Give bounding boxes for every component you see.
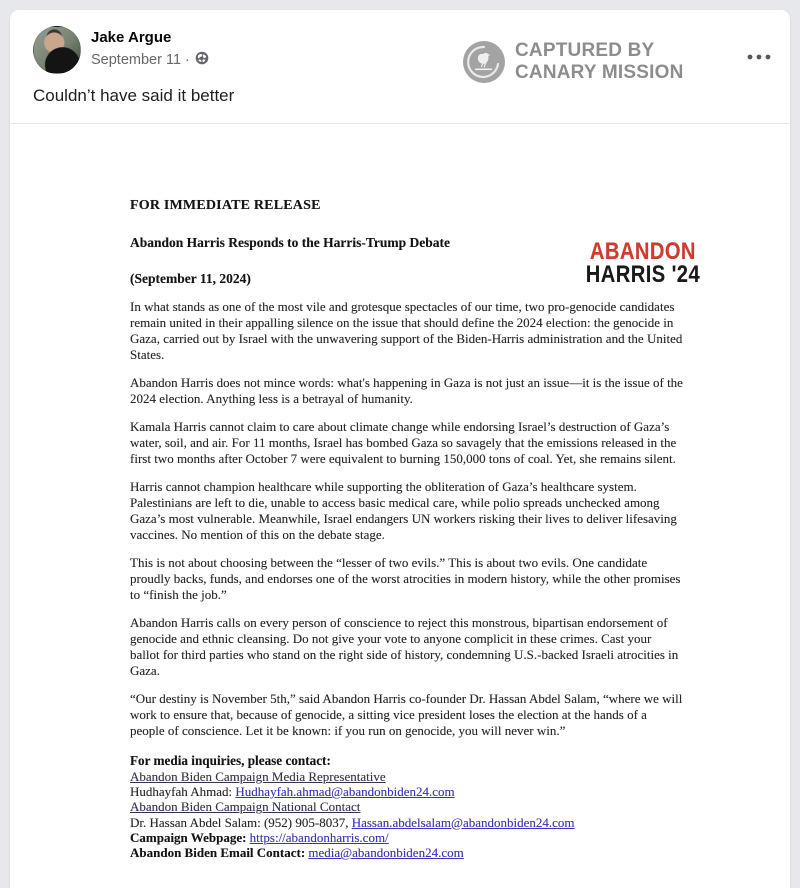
contact-line bbox=[130, 769, 684, 784]
contact-heading: For media inquiries, please contact: bbox=[130, 753, 331, 768]
canary-bird-badge-icon bbox=[462, 40, 506, 84]
paragraph: Abandon Harris calls on every person of conscience to reject this monstrous, bipartisan endorsement of genocide and ethnic cleansing. Do not give your vote to anyone complicit in these crimes. Cast your ballot for third parties who stand on the right side of history, condemning U.S.-backed Israeli atrocities in Gaza. bbox=[130, 615, 679, 678]
attachment-image[interactable] bbox=[10, 123, 790, 879]
logo-line2: HARRIS '24 bbox=[585, 261, 700, 288]
watermark-line2: CANARY MISSION bbox=[515, 62, 684, 83]
contact-email-link: Hudhayfah.ahmad@abandonbiden24.com bbox=[235, 784, 455, 800]
watermark-text bbox=[515, 40, 684, 84]
contact-label: Campaign Webpage: bbox=[130, 829, 250, 845]
contact-label: Abandon Biden Email Contact: bbox=[130, 845, 309, 861]
contact-line bbox=[130, 845, 684, 860]
contact-email-link: media@abandonbiden24.com bbox=[308, 845, 464, 861]
release-label: FOR IMMEDIATE RELEASE bbox=[130, 198, 321, 213]
paragraph: Abandon Harris does not mince words: what's happening in Gaza is not just an issue—it is the issue of the 2024 election. Anything less is a betrayal of humanity. bbox=[130, 375, 683, 406]
paragraph: “Our destiny is November 5th,” said Abandon Harris co-founder Dr. Hassan Abdel Salam, “where we will work to ensure that, because of genocide, a sitting vice president loses the election at the hands of a people of conscience. Let it be known: if you run on genocide, you will never win.” bbox=[130, 691, 683, 738]
contact-webpage-link: https://abandonharris.com/ bbox=[249, 829, 389, 845]
watermark-line1: CAPTURED BY bbox=[515, 40, 655, 61]
avatar[interactable] bbox=[33, 26, 81, 74]
press-release-document bbox=[10, 124, 790, 879]
post-meta bbox=[91, 26, 209, 74]
post-text: Couldn’t have said it better bbox=[33, 86, 235, 105]
contact-line bbox=[130, 784, 684, 799]
post-date-row bbox=[91, 51, 209, 69]
post-date[interactable]: September 11 · bbox=[91, 52, 190, 68]
captured-by-watermark bbox=[462, 40, 684, 84]
paragraph: This is not about choosing between the “lesser of two evils.” This is about two evils. One candidate proudly backs, funds, and endorses one of the worst atrocities in modern history, while the other promises to “finish the job.” bbox=[130, 555, 681, 602]
globe-public-icon bbox=[195, 51, 209, 69]
contact-line bbox=[130, 815, 684, 830]
contact-email-link: Hassan.abdelsalam@abandonbiden24.com bbox=[351, 814, 575, 830]
abandon-harris-logo bbox=[586, 240, 700, 286]
contact-link: Abandon Biden Campaign Media Representative bbox=[130, 769, 386, 784]
contact-label: Dr. Hassan Abdel Salam: (952) 905-8037, bbox=[130, 814, 352, 830]
author-name[interactable]: Jake Argue bbox=[91, 29, 172, 46]
contact-link: Abandon Biden Campaign National Contact bbox=[130, 799, 361, 815]
document-date: (September 11, 2024) bbox=[130, 271, 251, 286]
contact-label: Hudhayfah Ahmad: bbox=[130, 784, 236, 800]
paragraph: Harris cannot champion healthcare while supporting the obliteration of Gaza’s healthcare system. Palestinians are left to die, unable to access basic medical care, while polio spreads unchecked among Gaza’s most vulnerable. Meanwhile, Israel endangers UN workers risking their lives to deliver lifesaving vaccines. No mention of this on the debate stage. bbox=[130, 479, 677, 542]
contact-line bbox=[130, 830, 684, 845]
paragraph: Kamala Harris cannot claim to care about climate change while endorsing Israel’s destruction of Gaza’s water, soil, and air. For 11 months, Israel has bombed Gaza so savagely that the emissions released in the first two months after October 7 were equivalent to burning 150,000 tons of coal. Yet, she remains silent. bbox=[130, 419, 677, 466]
logo-line1: ABANDON bbox=[589, 238, 696, 265]
document-title: Abandon Harris Responds to the Harris-Trump Debate bbox=[130, 235, 451, 250]
contact-line bbox=[130, 799, 684, 814]
ellipsis-more-icon bbox=[747, 54, 771, 60]
more-options-button[interactable] bbox=[744, 46, 774, 68]
post-header bbox=[10, 10, 790, 83]
facebook-post-card bbox=[10, 10, 790, 888]
paragraph: In what stands as one of the most vile and grotesque spectacles of our time, two pro-genocide candidates remain united in their appalling silence on the issue that should define the 2024 election: the genocide in Gaza, carried out by Israel with the unwavering support of the Biden-Harris administration and the United States. bbox=[130, 299, 683, 362]
